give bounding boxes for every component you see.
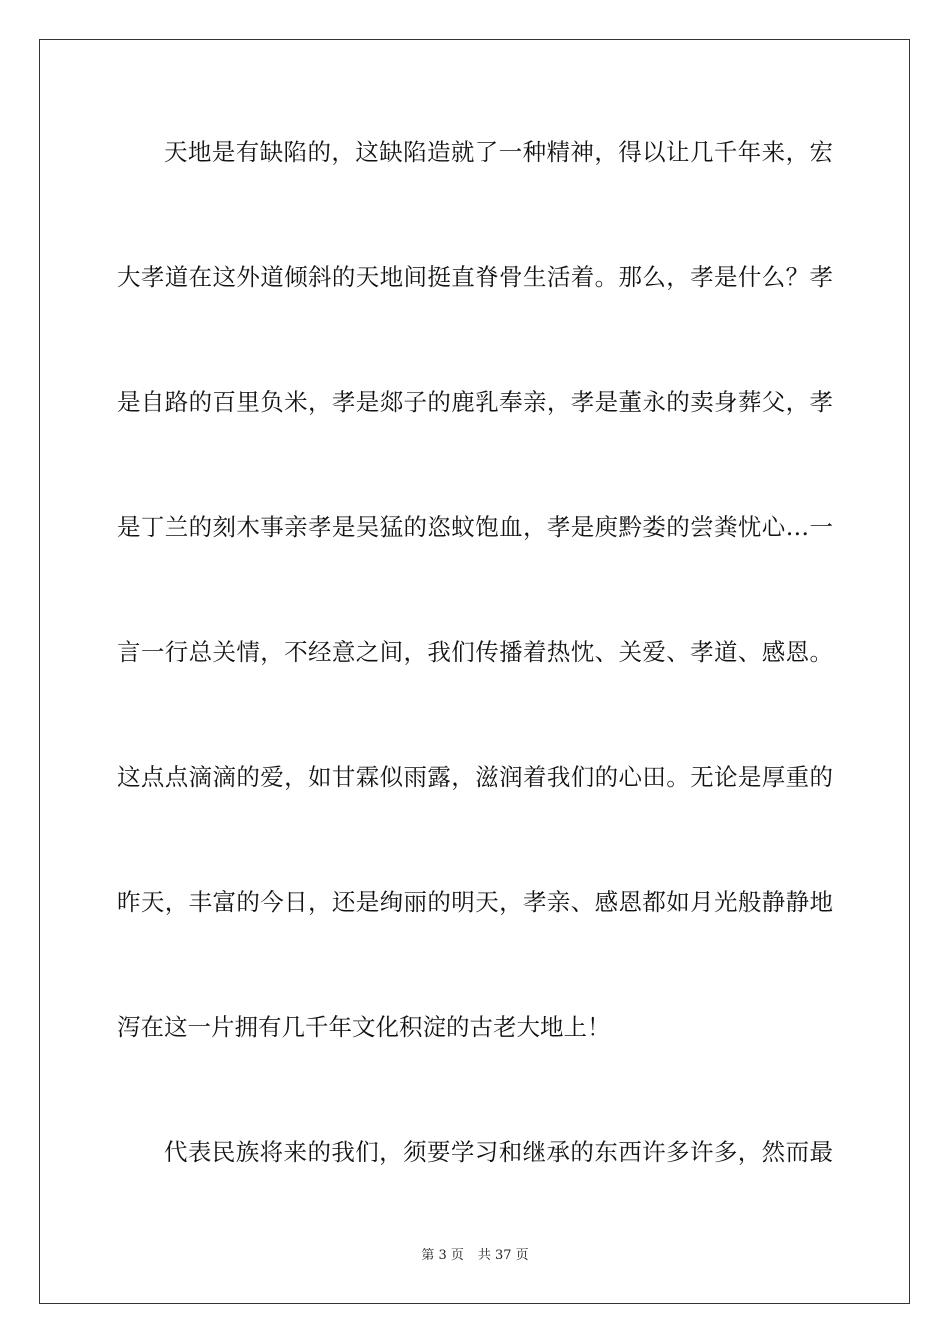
paragraph-line-5: 言一行总关情，不经意之间，我们传播着热忱、关爱、孝道、感恩。 [117,638,833,666]
paragraph-line-2: 大孝道在这外道倾斜的天地间挺直脊骨生活着。那么，孝是什么？孝 [117,263,833,291]
paragraph-line-1: 天地是有缺陷的，这缺陷造就了一种精神，得以让几千年来，宏 [164,138,833,166]
page-border [39,39,910,1304]
paragraph-line-6: 这点点滴滴的爱，如甘霖似雨露，滋润着我们的心田。无论是厚重的 [117,763,833,791]
page-number: 第 3 页 [421,1248,464,1263]
paragraph-line-8: 泻在这一片拥有几千年文化积淀的古老大地上！ [117,1013,611,1041]
paragraph-line-7: 昨天，丰富的今日，还是绚丽的明天，孝亲、感恩都如月光般静静地 [117,888,833,916]
total-pages: 共 37 页 [477,1248,529,1263]
paragraph-line-4: 是丁兰的刻木事亲孝是吴猛的恣蚊饱血，孝是庾黔娄的尝粪忧心…一 [117,513,833,541]
page-footer [0,1247,950,1265]
paragraph-line-3: 是自路的百里负米，孝是郯子的鹿乳奉亲，孝是董永的卖身葬父，孝 [117,388,833,416]
paragraph-line-9: 代表民族将来的我们，须要学习和继承的东西许多许多，然而最 [164,1138,833,1166]
